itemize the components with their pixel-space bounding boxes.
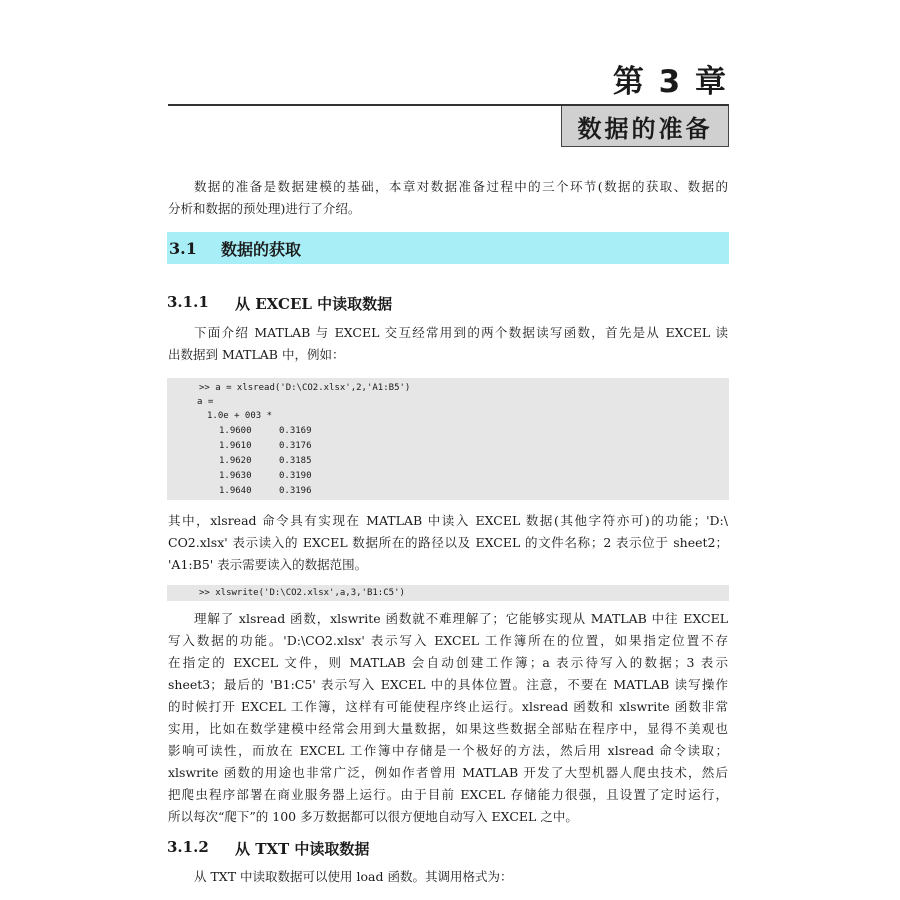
code-output-value: 1.9600 xyxy=(219,426,252,436)
code-output-var: a = xyxy=(197,397,214,407)
subsection-title: 从 EXCEL 中读取数据 xyxy=(235,295,393,313)
subsection-heading xyxy=(167,838,369,859)
code-command: >> xlswrite('D:\CO2.xlsx',a,3,'B1:C5') xyxy=(199,588,405,598)
section-heading xyxy=(167,232,729,264)
subsection-number: 3.1.1 xyxy=(167,293,209,311)
paragraph-line: 所以每次“爬下”的 100 多万数据都可以很方便地自动写入 EXCEL 之中。 xyxy=(168,809,578,824)
code-output-value: 0.3196 xyxy=(279,486,312,496)
paragraph-line: 其中，xlsread 命令具有实现在 MATLAB 中读入 EXCEL 数据(其他字符亦可)的功能；'D:\ xyxy=(168,513,728,528)
code-output-value: 0.3169 xyxy=(279,426,312,436)
paragraph-line: 实用，比如在数学建模中经常会用到大量数据，如果这些数据全部贴在程序中，显得不美观也 xyxy=(168,721,728,736)
paragraph-line: 理解了 xlsread 函数，xlswrite 函数就不难理解了；它能够实现从 MATLAB 中往 EXCEL xyxy=(194,611,728,626)
code-output-value: 1.9620 xyxy=(219,456,252,466)
code-command: >> a = xlsread('D:\CO2.xlsx',2,'A1:B5') xyxy=(199,383,411,393)
code-output-value: 1.9640 xyxy=(219,486,252,496)
paragraph-1 xyxy=(168,322,728,366)
code-output-value: 0.3190 xyxy=(279,471,312,481)
subsection-heading xyxy=(167,293,392,314)
paragraph-line: 把爬虫程序部署在商业服务器上运行。由于目前 EXCEL 存储能力很强，且设置了定时运行， xyxy=(168,787,728,802)
chapter-number: 第 3 章 xyxy=(612,64,728,100)
paragraph-line: CO2.xlsx' 表示读入的 EXCEL 数据所在的路径以及 EXCEL 的文件名称；2 表示位于 sheet2； xyxy=(168,535,728,550)
code-output-value: 1.9610 xyxy=(219,441,252,451)
code-block-1 xyxy=(167,378,729,500)
paragraph-line: 在指定的 EXCEL 文件，则 MATLAB 会自动创建工作簿；a 表示待写入的数据；3 表示 xyxy=(168,655,728,670)
code-output-value: 1.9630 xyxy=(219,471,252,481)
paragraph-line: 的时候打开 EXCEL 工作簿，这样有可能使程序终止运行。xlsread 函数和 xlswrite 函数非常 xyxy=(168,699,728,714)
intro-line: 分析和数据的预处理)进行了介绍。 xyxy=(168,201,361,216)
paragraph-line: sheet3；最后的 'B1:C5' 表示写入 EXCEL 中的具体位置。注意，不要在 MATLAB 读写操作 xyxy=(168,677,728,692)
paragraph-3 xyxy=(168,608,728,828)
paragraph-line: xlswrite 函数的用途也非常广泛，例如作者曾用 MATLAB 开发了大型机器人爬虫技术，然后 xyxy=(168,765,728,780)
code-block-2 xyxy=(167,585,729,601)
section-number: 3.1 xyxy=(169,238,197,258)
code-output-scale: 1.0e + 003 * xyxy=(207,411,273,421)
subsection-number: 3.1.2 xyxy=(167,838,209,856)
intro-line: 数据的准备是数据建模的基础，本章对数据准备过程中的三个环节(数据的获取、数据的 xyxy=(194,179,728,194)
paragraph-line: 'A1:B5' 表示需要读入的数据范围。 xyxy=(168,557,368,572)
code-output-value: 0.3185 xyxy=(279,456,312,466)
chapter-title: 数据的准备 xyxy=(561,106,729,147)
subsection-title: 从 TXT 中读取数据 xyxy=(235,840,370,858)
paragraph-line: 从 TXT 中读取数据可以使用 load 函数。其调用格式为： xyxy=(194,869,513,884)
paragraph-line: 写入数据的功能。'D:\CO2.xlsx' 表示写入 EXCEL 工作簿所在的位置，如果指定位置不存 xyxy=(168,633,728,648)
section-title: 数据的获取 xyxy=(221,239,302,259)
paragraph-line: 下面介绍 MATLAB 与 EXCEL 交互经常用到的两个数据读写函数，首先是从 EXCEL 读 xyxy=(194,325,728,340)
paragraph-2 xyxy=(168,510,728,576)
paragraph-line: 出数据到 MATLAB 中，例如： xyxy=(168,347,345,362)
intro-paragraph xyxy=(168,176,728,220)
paragraph-4 xyxy=(168,866,728,888)
paragraph-line: 影响可读性，而放在 EXCEL 工作簿中存储是一个极好的方法，然后用 xlsread 命令读取； xyxy=(168,743,728,758)
code-output-value: 0.3176 xyxy=(279,441,312,451)
